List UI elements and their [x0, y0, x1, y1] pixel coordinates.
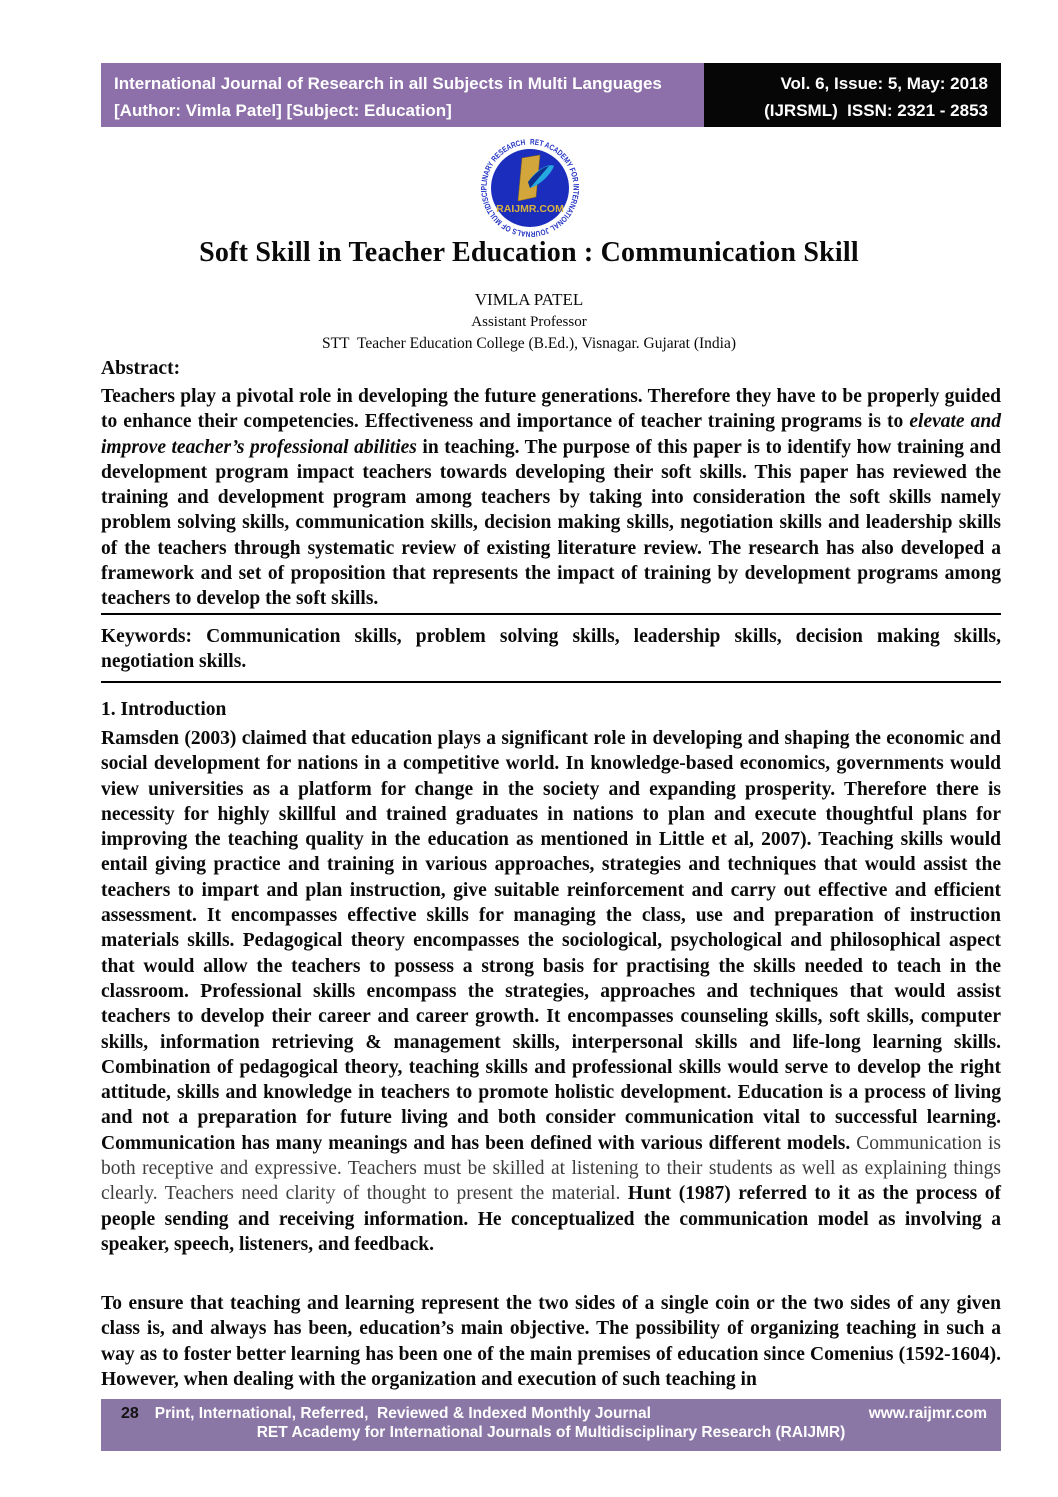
- raijmr-logo: [477, 135, 583, 241]
- divider-below-keywords: [101, 681, 1001, 683]
- introduction-paragraph-1: [101, 726, 1001, 1257]
- journal-name: International Journal of Research in all Subjects in Multi Languages: [114, 74, 662, 93]
- abstract-text: [101, 384, 1001, 612]
- issue-issn: (IJRSML) ISSN: 2321 - 2853: [764, 101, 988, 120]
- page-number: 28: [121, 1405, 139, 1422]
- keywords-list: Communication skills, problem solving skills, leadership skills, decision making skills, negotiation skills.: [101, 626, 1001, 673]
- footer-website: www.raijmr.com: [868, 1405, 987, 1422]
- abstract-part2: in teaching. The purpose of this paper is to identify how training and development program impact teachers towards developing their soft skills. This paper has reviewed the training and development program among teachers by taking into consideration the soft skills namely problem solving skills, communication skills, decision making skills, negotiation skills and leadership skills of the teachers through systematic review of existing literature review. The research has also developed a framework and set of proposition that represents the impact of training by development programs among teachers to develop the soft skills.: [101, 436, 1001, 610]
- intro-p1-part1: Ramsden (2003) claimed that education plays a significant role in developing and shaping the economic and social development for nations in a competitive world. In knowledge-based economics, governments would view universities as a platform for change in the society and expanding prosperity. Therefore there is necessity for highly skillful and trained graduates in nations to plan and execute thoughtful plans for improving the teaching quality in the education as mentioned in Little et al, 2007). Teaching skills would entail giving practice and training in various approaches, strategies and techniques that would assist the teachers to impart and plan instruction, give suitable reinforcement and carry out effective and efficient assessment. It encompasses effective skills for managing the class, use and preparation of instruction materials skills. Pedagogical theory encompasses the sociological, psychological and philosophical aspect that would allow the teachers to possess a strong basis for practising the skills needed to teach in the classroom. Professional skills encompass the strategies, approaches and techniques that would assist teachers to develop their career and career growth. It encompasses counseling skills, soft skills, computer skills, information retrieving & management skills, interpersonal skills and life-long learning skills. Combination of pedagogical theory, teaching skills and professional skills would serve to develop the right attitude, skills and knowledge in teachers to promote holistic development. Education is a process of living and not a preparation for future living and both consider communication vital to successful learning. Communication has many meanings and has been defined with various different models.: [101, 728, 1001, 1154]
- logo-ring-text: RET ACADEMY FOR INTERNATIONAL JOURNALS OF MULTIDISCIPLINARY RESEARCH: [479, 137, 581, 239]
- keywords-text: [101, 624, 1001, 675]
- section-heading-introduction: 1. Introduction: [101, 699, 227, 720]
- footer-publisher: RET Academy for International Journals of Multidisciplinary Research (RAIJMR): [256, 1424, 846, 1441]
- issue-volume: Vol. 6, Issue: 5, May: 2018: [780, 74, 988, 93]
- abstract-italic-phrase: elevate and improve teacher’s professional abilities: [101, 411, 1001, 458]
- issue-info-band: [704, 63, 1001, 127]
- journal-title-band: [101, 63, 704, 127]
- author-affiliation: STT Teacher Education College (B.Ed.), Visnagar. Gujarat (India): [321, 335, 737, 352]
- abstract-label: Abstract:: [101, 358, 181, 379]
- footer-journal-type: Print, International, Referred, Reviewed & Indexed Monthly Journal: [154, 1405, 651, 1422]
- footer-line-1: [101, 1399, 1001, 1423]
- logo-site-text: RAIJMR.COM: [496, 203, 564, 215]
- divider-above-keywords: [101, 613, 1001, 615]
- intro-p1-part2: Hunt (1987) referred to it as the process of people sending and receiving information. He conceptualized the communication model as involving a speaker, speech, listeners, and feedback.: [101, 1183, 1001, 1255]
- journal-author-subject: [Author: Vimla Patel] [Subject: Education]: [114, 101, 452, 120]
- page-footer: [101, 1399, 1001, 1451]
- page-header: [101, 63, 1001, 127]
- author-name: VIMLA PATEL: [474, 290, 584, 309]
- abstract-part1: Teachers play a pivotal role in developing the future generations. Therefore they have to be properly guided to enhance their competencies. Effectiveness and importance of teacher training programs is to: [101, 386, 1001, 433]
- author-role: Assistant Professor: [471, 314, 587, 330]
- introduction-paragraph-2: To ensure that teaching and learning represent the two sides of a single coin or the two sides of any given class is, and always has been, education’s main objective. The possibility of organizing teaching in such a way as to foster better learning has been one of the main premises of education since Comenius (1592-1604). However, when dealing with the organization and execution of such teaching in: [101, 1293, 1001, 1390]
- keywords-label: Keywords:: [101, 626, 192, 647]
- intro-p1-light-run: Communication is both receptive and expressive. Teachers must be skilled at listening to their students as well as explaining things clearly. Teachers need clarity of thought to present the material.: [101, 1132, 1001, 1205]
- paper-title: Soft Skill in Teacher Education : Communication Skill: [199, 237, 859, 268]
